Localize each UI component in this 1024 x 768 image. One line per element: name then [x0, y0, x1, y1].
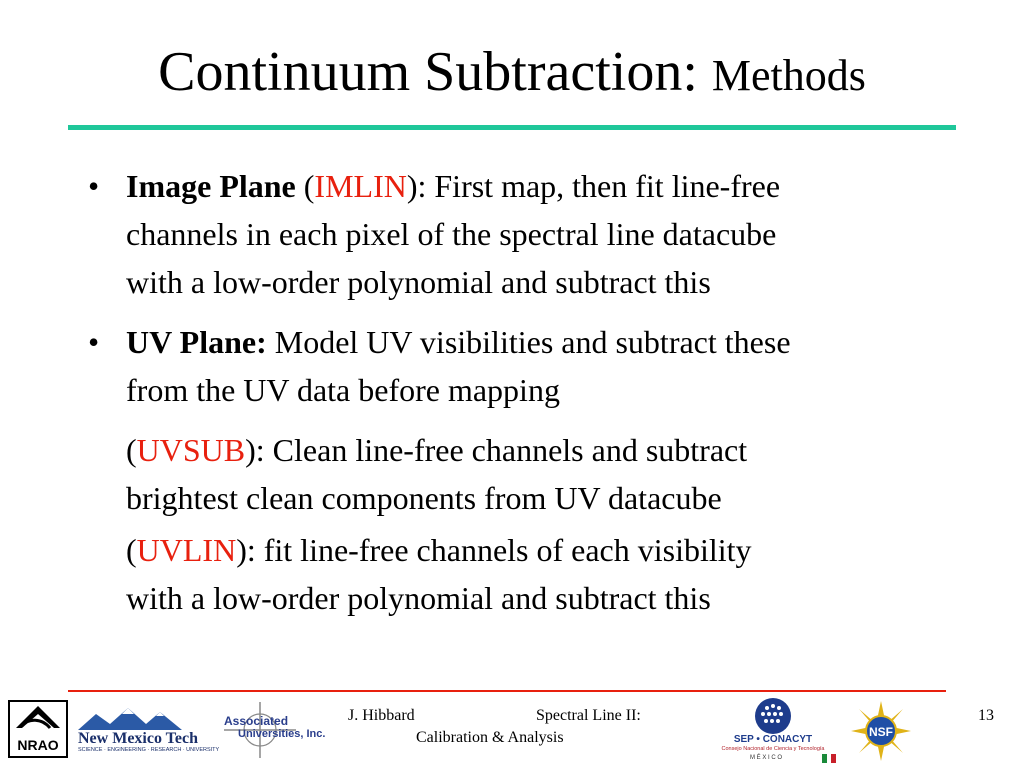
task-name-uvlin: UVLIN: [136, 532, 237, 568]
nmt-tagline: SCIENCE · ENGINEERING · RESEARCH · UNIVERSITY: [78, 747, 220, 753]
title-underline: [68, 125, 956, 130]
bullet-text: Model UV visibilities and subtract these: [266, 324, 791, 360]
nrao-logo-text: NRAO: [17, 737, 59, 753]
footer-author: J. Hibbard: [348, 707, 415, 724]
sub-item-uvsub: [88, 426, 968, 522]
nmt-logo: [76, 700, 220, 756]
sub-item-text: ): Clean line-free channels and subtract: [245, 432, 748, 468]
nmt-name: New Mexico Tech: [78, 730, 198, 747]
task-name-imlin: IMLIN: [314, 168, 407, 204]
bullet-keyword: UV Plane:: [126, 324, 267, 360]
sub-item-text: ): fit line-free channels of each visibility: [236, 532, 752, 568]
sep-country: M É X I C O: [749, 755, 782, 761]
sub-item-uvlin: [88, 526, 968, 622]
sep-subtitle: Consejo Nacional de Ciencia y Tecnología: [721, 746, 825, 752]
bullet-line: from the UV data before mapping: [126, 372, 560, 408]
aui-line2: Universities, Inc.: [238, 728, 326, 740]
bullet-text: (: [295, 168, 315, 204]
bullet-dot: •: [88, 168, 100, 204]
nrao-logo: [8, 700, 68, 758]
bullet-image-plane: [88, 162, 968, 306]
bullet-uv-plane: [88, 318, 968, 414]
bullet-keyword: Image Plane: [126, 168, 296, 204]
page-number: 13: [978, 707, 994, 724]
aui-line1: Associated: [224, 714, 289, 728]
bullet-line: channels in each pixel of the spectral line datacube: [126, 216, 777, 252]
sub-item-line: [126, 526, 968, 574]
sep-label: SEP • CONACYT: [733, 734, 813, 745]
bullet-line: [126, 162, 968, 210]
slide-title: [0, 41, 1024, 103]
nrao-logo-icon: [8, 700, 68, 758]
footer-topic-line2: Calibration & Analysis: [416, 729, 564, 746]
aui-logo: [220, 700, 324, 760]
nsf-emblem-icon: [850, 700, 912, 762]
footer-rule: [68, 690, 946, 692]
task-name-uvsub: UVSUB: [136, 432, 246, 468]
sub-item-line: brightest clean components from UV datacube: [126, 480, 722, 516]
nsf-logo-text: NSF: [869, 725, 893, 739]
paren: (: [126, 532, 137, 568]
bullet-text: ): First map, then fit line-free: [406, 168, 781, 204]
slide-title-main: Continuum Subtraction:: [158, 41, 712, 103]
paren: (: [126, 432, 137, 468]
nsf-logo: [850, 700, 912, 762]
sep-conacyt-logo: [708, 696, 838, 766]
bullet-line: with a low-order polynomial and subtract this: [126, 264, 711, 300]
footer-topic-line1: Spectral Line II:: [536, 707, 641, 724]
slide-body: [88, 162, 968, 626]
mexico-flag-icon: [822, 754, 836, 763]
sub-item-line: with a low-order polynomial and subtract this: [126, 580, 711, 616]
globe-icon: [708, 696, 838, 736]
slide-title-sub: Methods: [711, 51, 866, 100]
sub-item-line: [126, 426, 968, 474]
bullet-dot: •: [88, 324, 100, 360]
bullet-line: [126, 318, 968, 366]
